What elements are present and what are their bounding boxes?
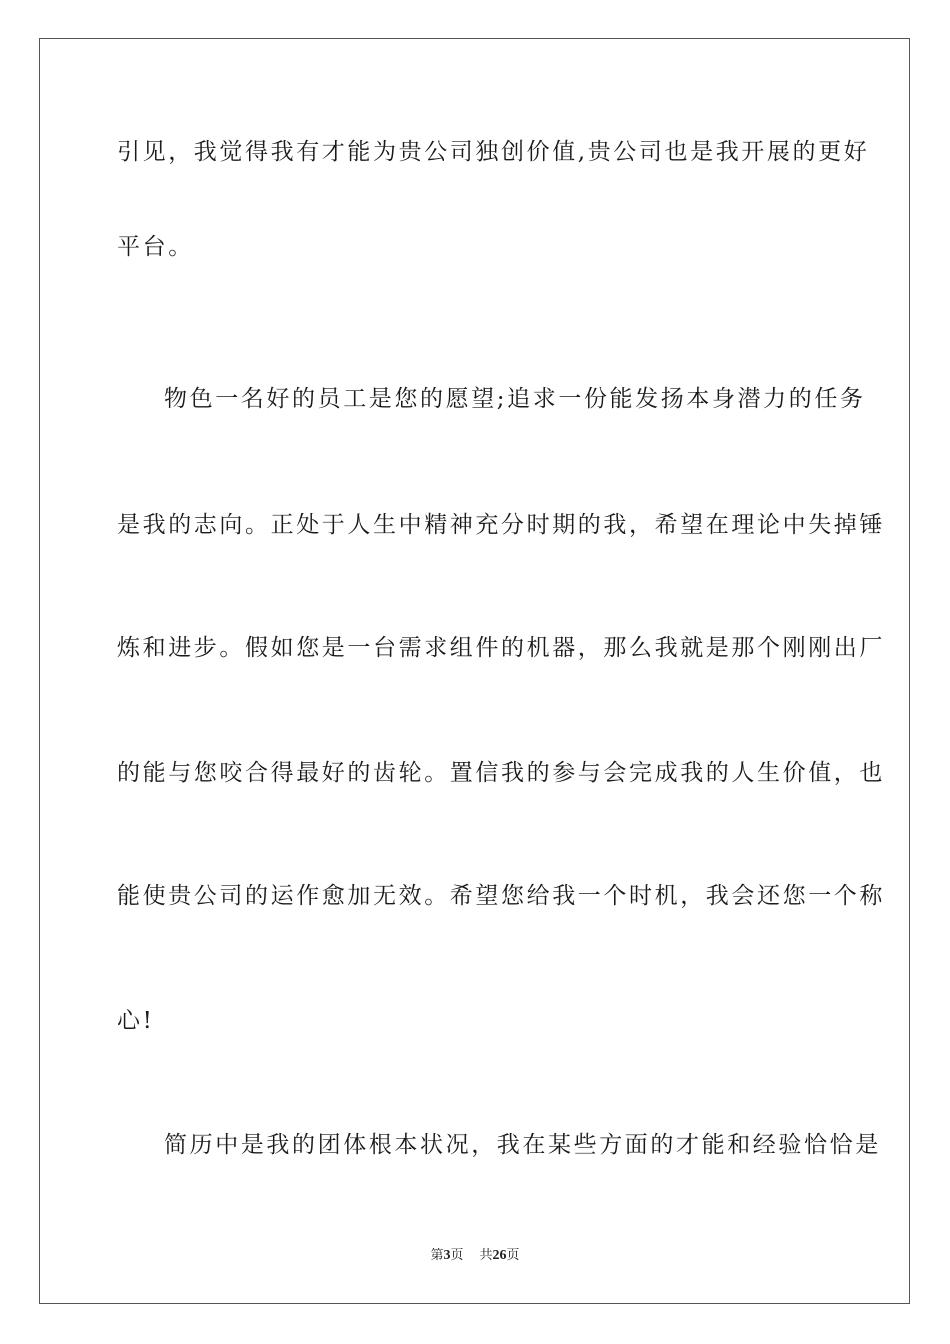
page-footer bbox=[0, 1247, 950, 1265]
page-suffix: 页 bbox=[450, 1248, 464, 1263]
text-line-7: 能使贵公司的运作愈加无效。希望您给我一个时机，我会还您一个称 bbox=[117, 883, 885, 909]
text-line-2: 平台。 bbox=[117, 234, 194, 260]
text-line-4: 是我的志向。正处于人生中精神充分时期的我，希望在理论中失掉锤 bbox=[117, 512, 885, 538]
paragraph-start-line-2: 简历中是我的团体根本状况，我在某些方面的才能和经验恰恰是 bbox=[164, 1132, 881, 1158]
paragraph-start-line: 物色一名好的员工是您的愿望;追求一份能发扬本身潜力的任务 bbox=[164, 386, 866, 412]
text-line-6: 的能与您咬合得最好的齿轮。置信我的参与会完成我的人生价值，也 bbox=[117, 760, 885, 786]
total-suffix: 页 bbox=[506, 1248, 520, 1263]
total-pages: 26 bbox=[492, 1248, 507, 1263]
page-prefix: 第 bbox=[430, 1248, 444, 1263]
page-border bbox=[39, 38, 910, 1304]
text-line-1: 引见，我觉得我有才能为贵公司独创价值,贵公司也是我开展的更好 bbox=[117, 139, 870, 165]
text-line-5: 炼和进步。假如您是一台需求组件的机器，那么我就是那个刚刚出厂 bbox=[117, 635, 885, 661]
total-prefix: 共 bbox=[479, 1248, 493, 1263]
page-number: 3 bbox=[443, 1248, 451, 1263]
text-line-8: 心! bbox=[117, 1008, 155, 1034]
